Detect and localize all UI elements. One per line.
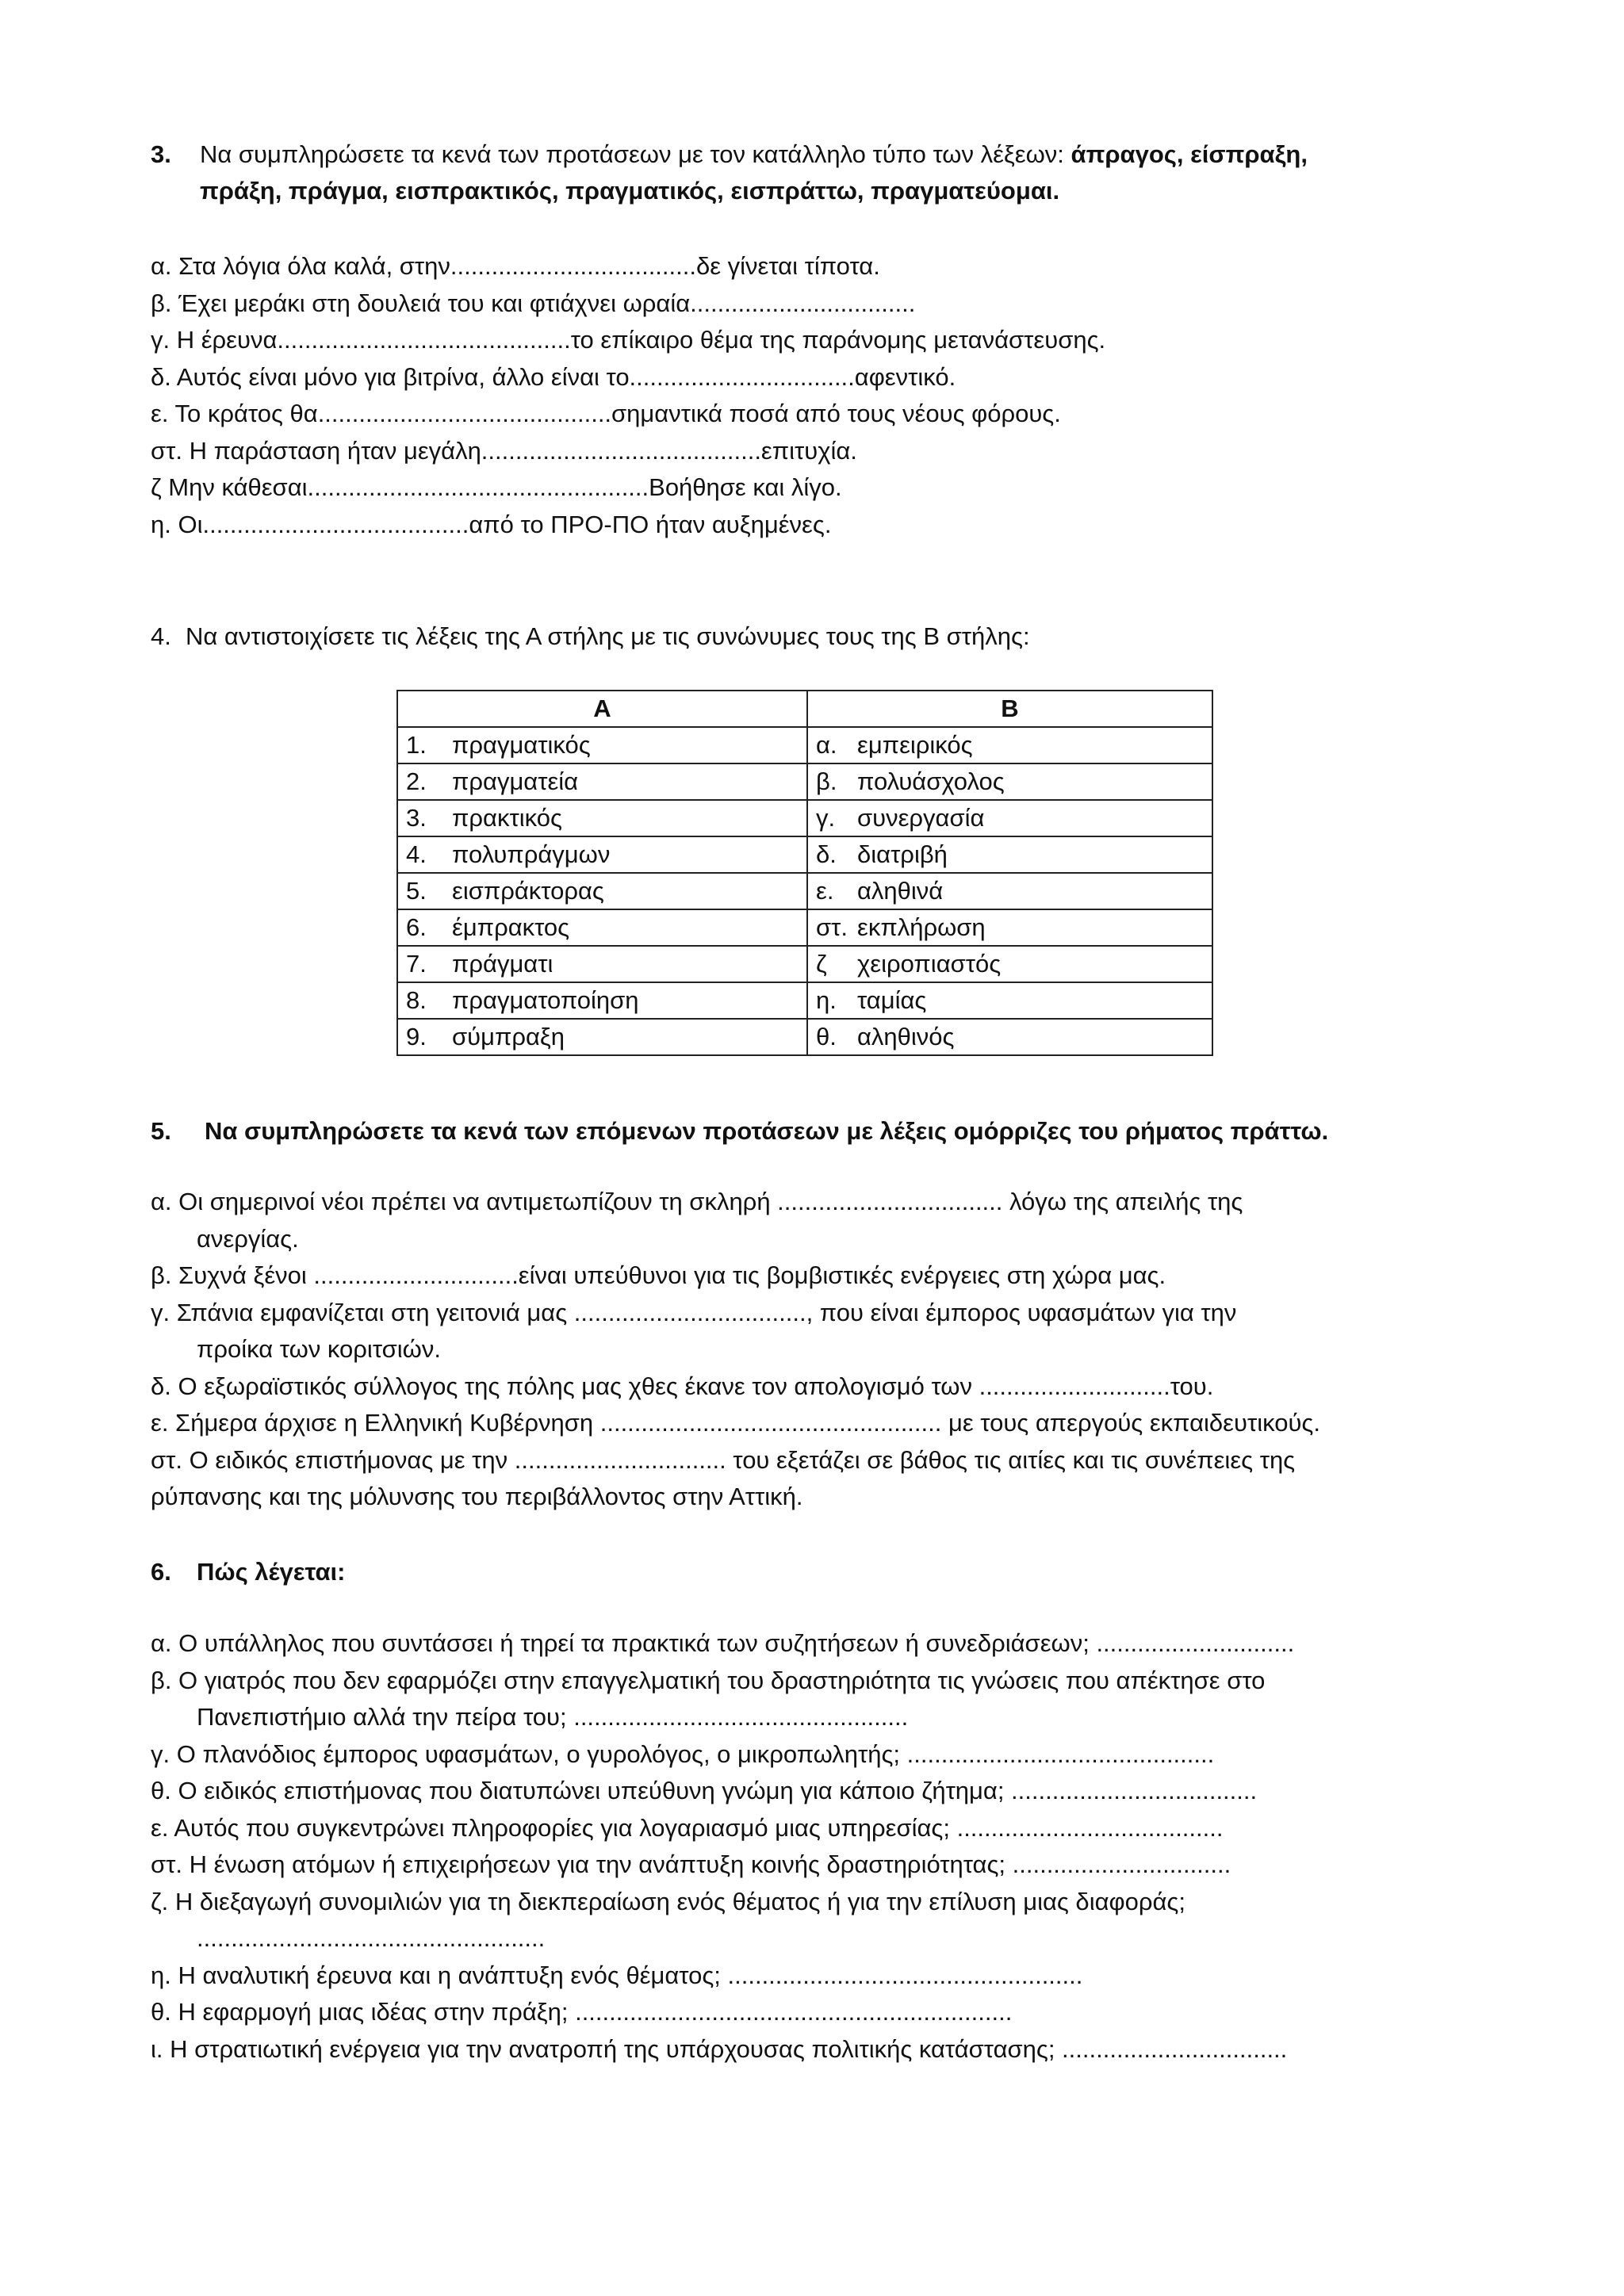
column-a-cell: 3. πρακτικός — [397, 800, 807, 836]
table-row — [397, 763, 1212, 800]
section-6-item: α. Ο υπάλληλος που συντάσσει ή τηρεί τα πρακτικά των συζητήσεων ή συνεδριάσεων; ............................. — [151, 1629, 1295, 1657]
section-3-word-list-2: πράξη, πράγμα, εισπρακτικός, πραγματικός, εισπράττω, πραγματεύομαι. — [200, 177, 1060, 205]
section-3-number: 3. — [151, 140, 171, 168]
column-a-cell: 9. σύμπραξη — [397, 1019, 807, 1055]
table-row — [397, 946, 1212, 982]
section-6-item: ι. Η στρατιωτική ενέργεια για την ανατροπή της υπάρχουσας πολιτικής κατάστασης; ................................. — [151, 2034, 1288, 2063]
column-b-cell: γ. συνεργασία — [807, 800, 1212, 836]
column-a-cell: 1. πραγματικός — [397, 727, 807, 763]
section-5-item-continuation: ρύπανσης και της μόλυνσης του περιβάλλοντος στην Αττική. — [151, 1483, 803, 1510]
column-a-cell: 6. έμπρακτος — [397, 909, 807, 946]
section-3-word-list-1: άπραγος, είσπραξη, — [1071, 140, 1308, 168]
section-6-item: στ. Η ένωση ατόμων ή επιχειρήσεων για την ανάπτυξη κοινής δραστηριότητας; ................................ — [151, 1850, 1231, 1878]
matching-table-header — [397, 691, 1212, 727]
column-b-cell: β. πολυάσχολος — [807, 763, 1212, 800]
section-6-item: θ. Ο ειδικός επιστήμονας που διατυπώνει υπεύθυνη γνώμη για κάποιο ζήτημα; .................................... — [151, 1777, 1258, 1804]
section-6-instruction: Πώς λέγεται: — [197, 1558, 346, 1586]
section-6-items — [151, 1625, 1515, 2068]
section-5-item-continuation: ανεργίας. — [197, 1224, 299, 1253]
section-3-item: δ. Αυτός είναι μόνο για βιτρίνα, άλλο είναι το.................................αφεντικό. — [151, 362, 956, 391]
section-3-item: β. Έχει μεράκι στη δουλειά του και φτιάχνει ωραία................................. — [151, 289, 916, 317]
section-5-heading — [151, 1113, 1515, 1150]
section-6-item: θ. Η εφαρμογή μιας ιδέας στην πράξη; ................................................................ — [151, 1998, 1013, 2026]
section-5-number: 5. — [151, 1117, 171, 1145]
column-a-cell: 5. εισπράκτορας — [397, 873, 807, 909]
column-b-header: Β — [807, 691, 1212, 727]
section-6-heading — [151, 1554, 626, 1590]
section-6-item-continuation: ................................................... — [197, 1924, 546, 1952]
section-5-item: β. Συχνά ξένοι ..............................είναι υπεύθυνοι για τις βομβιστικές ενέργειες στη χώρα μας. — [151, 1261, 1166, 1289]
section-4-instruction: Να αντιστοιχίσετε τις λέξεις της Α στήλης με τις συνώνυμες τους της Β στήλης: — [186, 622, 1030, 650]
column-b-cell: ζ χειροπιαστός — [807, 946, 1212, 982]
section-3-item: α. Στα λόγια όλα καλά, στην....................................δε γίνεται τίποτα. — [151, 252, 880, 280]
matching-table — [396, 690, 1213, 1056]
column-a-cell: 8. πραγματοποίηση — [397, 982, 807, 1019]
section-3-instruction: Να συμπληρώσετε τα κενά των προτάσεων με τον κατάλληλο τύπο των λέξεων: άπραγος, είσπραξη, πράξη, πράγμα, εισπρακτικός, πραγματικός, εισπράττω, πραγματεύομαι. — [200, 140, 1308, 205]
table-row — [397, 873, 1212, 909]
column-a-header: Α — [397, 691, 807, 727]
table-row — [397, 727, 1212, 763]
section-3-item: στ. Η παράσταση ήταν μεγάλη.........................................επιτυχία. — [151, 436, 857, 465]
section-6-item: η. Η αναλυτική έρευνα και η ανάπτυξη ενός θέματος; .................................................... — [151, 1961, 1083, 1989]
section-3-item: η. Οι.......................................από το ΠΡΟ-ΠΟ ήταν αυξημένες. — [151, 510, 832, 538]
section-5-item: ε. Σήμερα άρχισε η Ελληνική Κυβέρνηση .................................................. με τους απεργούς εκπαιδευτικούς. — [151, 1409, 1320, 1437]
section-3-item: γ. Η έρευνα...........................................το επίκαιρο θέμα της παράνομης μετανάστευσης. — [151, 326, 1106, 354]
section-3-heading — [151, 136, 1483, 209]
column-b-cell: θ. αληθινός — [807, 1019, 1212, 1055]
section-3-item: ζ Μην κάθεσαι..................................................Βοήθησε και λίγο. — [151, 473, 842, 501]
table-row — [397, 800, 1212, 836]
column-a-cell: 2. πραγματεία — [397, 763, 807, 800]
section-6-item: ζ. Η διεξαγωγή συνομιλιών για τη διεκπεραίωση ενός θέματος ή για την επίλυση μιας διαφοράς; — [151, 1887, 1185, 1915]
section-6-item: β. Ο γιατρός που δεν εφαρμόζει στην επαγγελματική του δραστηριότητα τις γνώσεις που απέκτησε στο — [151, 1666, 1266, 1694]
section-6-item: ε. Αυτός που συγκεντρώνει πληροφορίες για λογαριασμό μιας υπηρεσίας; ....................................... — [151, 1813, 1224, 1842]
section-5-item: στ. Ο ειδικός επιστήμονας με την ............................... του εξετάζει σε βάθος τις αιτίες και τις συνέπειες της — [151, 1445, 1296, 1474]
section-4-heading — [151, 618, 1499, 655]
table-row — [397, 1019, 1212, 1055]
section-6-item: γ. Ο πλανόδιος έμπορος υφασμάτων, ο γυρολόγος, ο μικροπωλητής; ............................................. — [151, 1739, 1215, 1768]
column-a-cell: 7. πράγματι — [397, 946, 807, 982]
section-5-instruction: Να συμπληρώσετε τα κενά των επόμενων προτάσεων με λέξεις ομόρριζες του ρήματος πράττω. — [205, 1117, 1329, 1145]
section-5-item: δ. Ο εξωραϊστικός σύλλογος της πόλης μας χθες έκανε τον απολογισμό των ............................του. — [151, 1372, 1214, 1400]
section-5-item-continuation: προίκα των κοριτσιών. — [197, 1335, 441, 1363]
section-5-item: α. Οι σημερινοί νέοι πρέπει να αντιμετωπίζουν τη σκληρή ................................. λόγω της απειλής της — [151, 1188, 1243, 1215]
column-a-cell: 4. πολυπράγμων — [397, 836, 807, 873]
section-3-item: ε. Το κράτος θα...........................................σημαντικά ποσά από τους νέους φόρους. — [151, 400, 1061, 427]
column-b-cell: στ. εκπλήρωση — [807, 909, 1212, 946]
section-5-items — [151, 1184, 1515, 1516]
table-row — [397, 982, 1212, 1019]
column-b-cell: α. εμπειρικός — [807, 727, 1212, 763]
section-4-number: 4. — [151, 622, 171, 650]
table-row — [397, 836, 1212, 873]
column-b-cell: δ. διατριβή — [807, 836, 1212, 873]
column-b-cell: ε. αληθινά — [807, 873, 1212, 909]
table-row — [397, 909, 1212, 946]
section-6-item-continuation: Πανεπιστήμιο αλλά την πείρα του; ................................................. — [197, 1703, 909, 1731]
column-b-cell: η. ταμίας — [807, 982, 1212, 1019]
section-3-items — [151, 248, 1499, 543]
section-5-item: γ. Σπάνια εμφανίζεται στη γειτονιά μας .................................., που είναι έμπορος υφασμάτων για την — [151, 1298, 1237, 1326]
section-6-number: 6. — [151, 1558, 171, 1586]
